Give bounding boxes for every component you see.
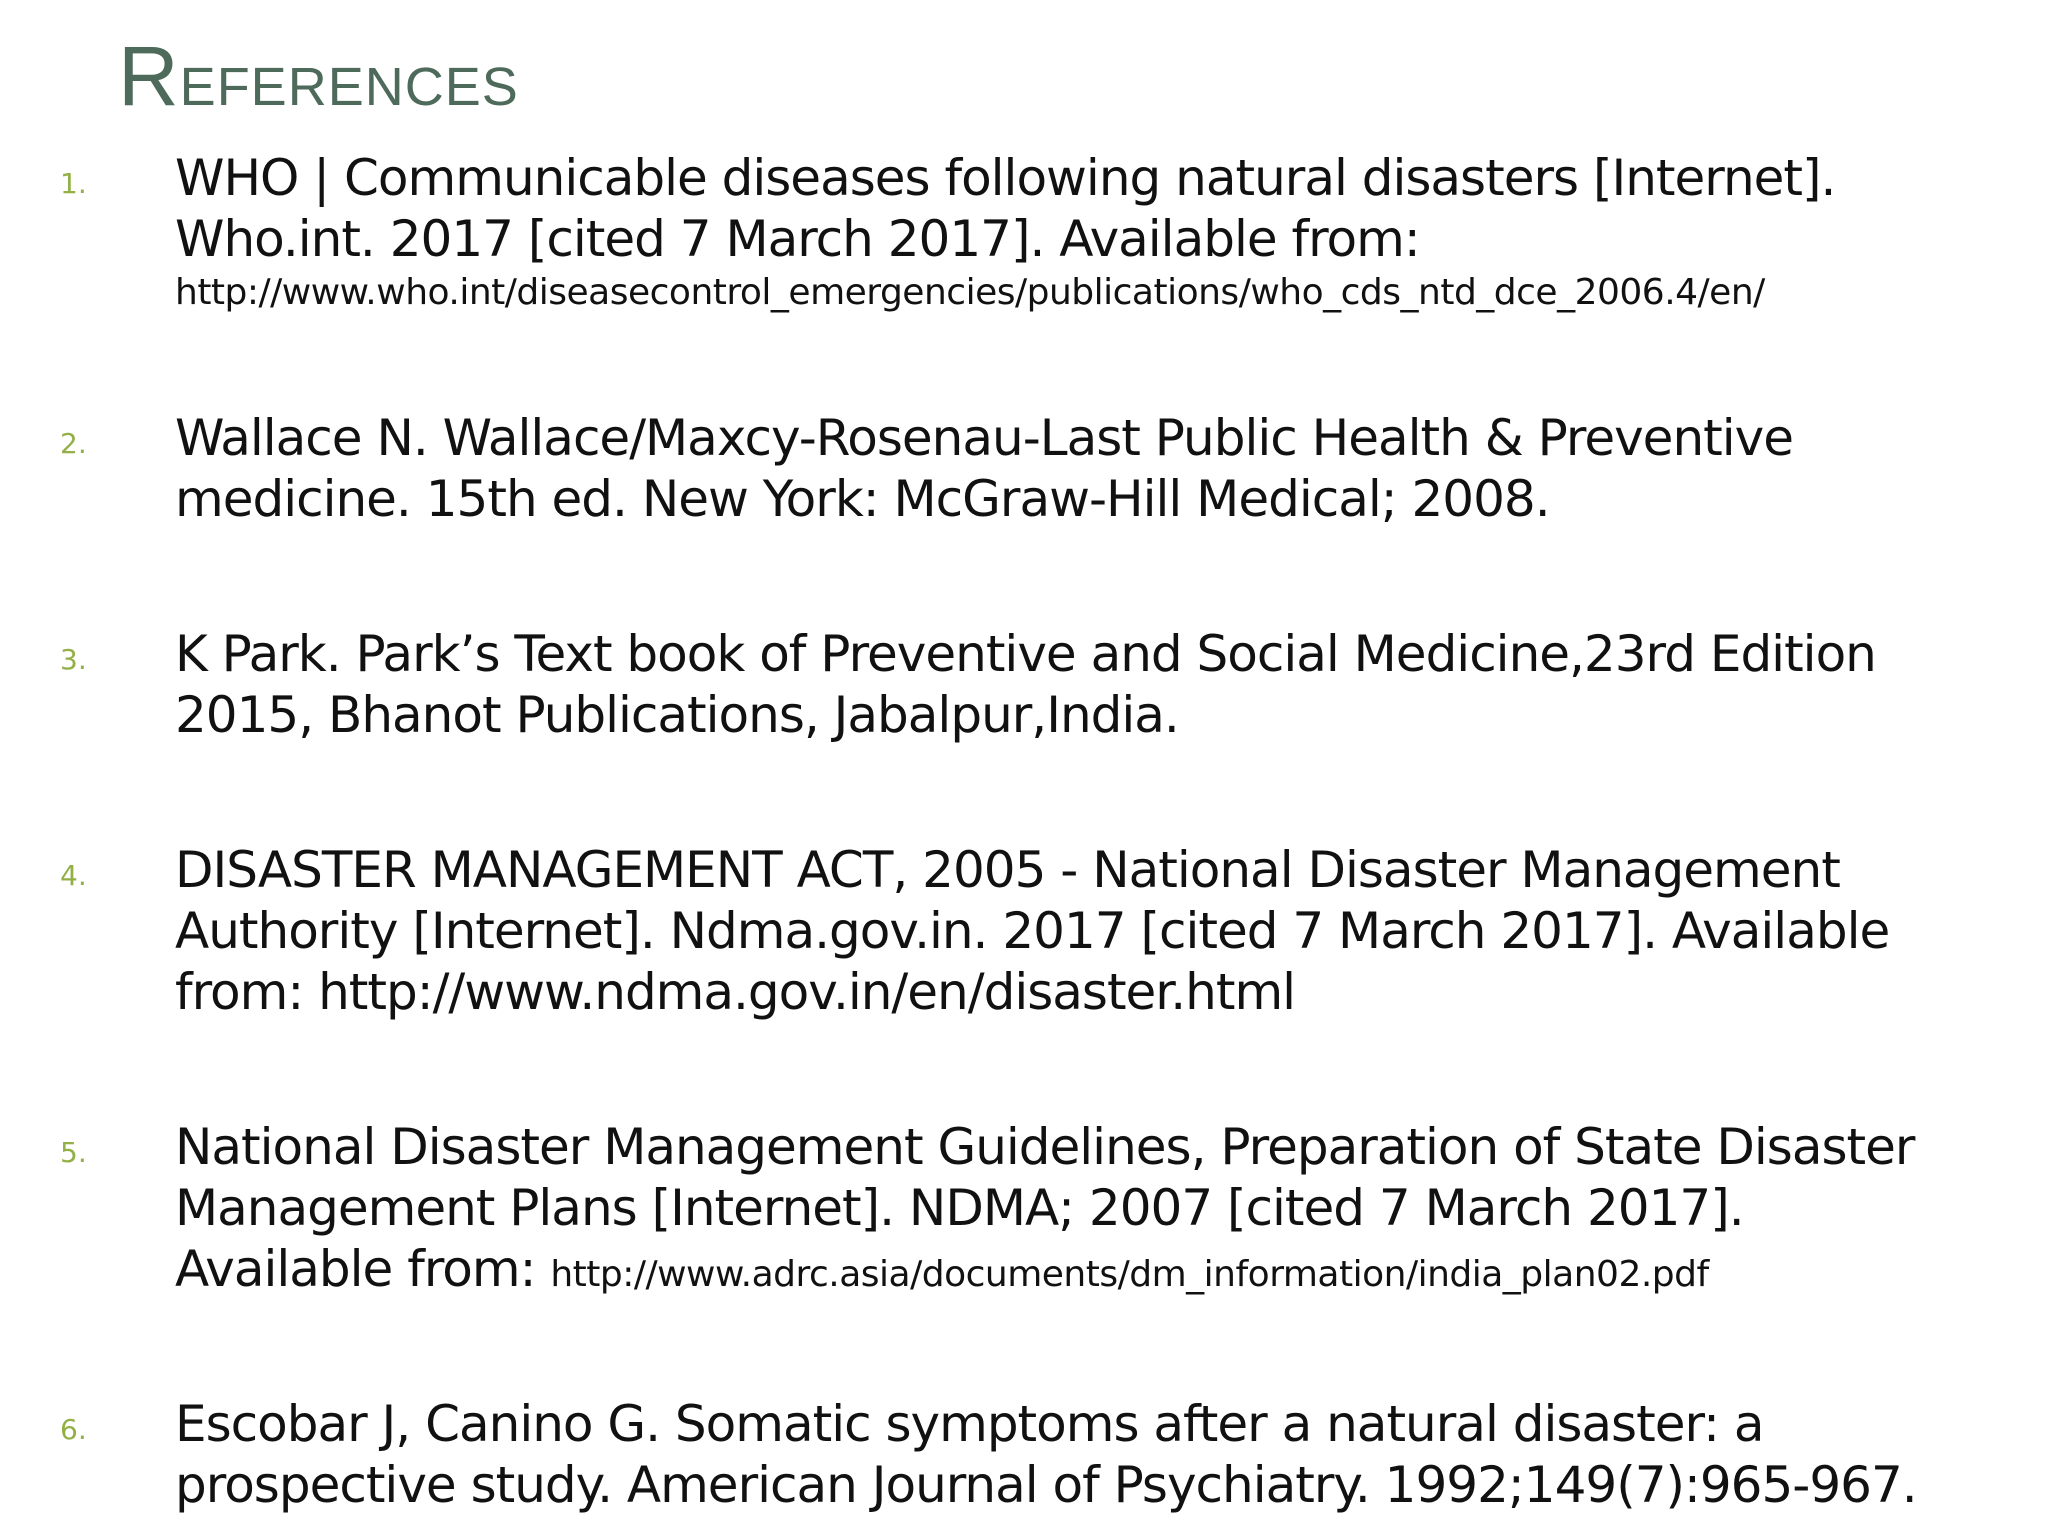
reference-line: [175, 1239, 2035, 1305]
reference-text: [175, 1394, 2035, 1516]
reference-text: [175, 624, 2035, 746]
reference-number: 3.: [60, 643, 87, 676]
reference-number: 4.: [60, 859, 87, 892]
reference-line: Escobar J, Canino G. Somatic symptoms after a natural disaster: a: [175, 1395, 1764, 1453]
reference-line: Authority [Internet]. Ndma.gov.in. 2017 [cited 7 March 2017]. Available: [175, 902, 1890, 960]
reference-line: Who.int. 2017 [cited 7 March 2017]. Available from:: [175, 210, 1420, 268]
slide-title-initial: R: [118, 29, 180, 123]
reference-line: Wallace N. Wallace/Maxcy-Rosenau-Last Public Health & Preventive: [175, 409, 1793, 467]
reference-number: 1.: [60, 167, 87, 200]
reference-text: [175, 148, 2035, 316]
slide-title: [118, 30, 519, 122]
reference-number: 5.: [60, 1136, 87, 1169]
reference-text: [175, 408, 2035, 530]
reference-line: from: http://www.ndma.gov.in/en/disaster.html: [175, 963, 1296, 1021]
reference-text: [175, 1117, 2035, 1305]
reference-url: http://www.adrc.asia/documents/dm_information/india_plan02.pdf: [550, 1254, 1709, 1295]
reference-line: DISASTER MANAGEMENT ACT, 2005 - National Disaster Management: [175, 841, 1840, 899]
reference-line: medicine. 15th ed. New York: McGraw-Hill Medical; 2008.: [175, 470, 1550, 528]
reference-line-prefix: Available from:: [175, 1240, 551, 1298]
reference-number: 6.: [60, 1413, 87, 1446]
reference-url: http://www.who.int/diseasecontrol_emergencies/publications/who_cds_ntd_dce_2006.4/en/: [175, 272, 1765, 313]
reference-line: 2015, Bhanot Publications, Jabalpur,India.: [175, 686, 1179, 744]
reference-line: prospective study. American Journal of Psychiatry. 1992;149(7):965-967.: [175, 1456, 1917, 1514]
reference-line: National Disaster Management Guidelines, Preparation of State Disaster: [175, 1118, 1915, 1176]
reference-line: WHO | Communicable diseases following natural disasters [Internet].: [175, 149, 1836, 207]
reference-line: K Park. Park’s Text book of Preventive and Social Medicine,23rd Edition: [175, 625, 1876, 683]
reference-text: [175, 840, 2035, 1023]
reference-line: Management Plans [Internet]. NDMA; 2007 [cited 7 March 2017].: [175, 1179, 1744, 1237]
reference-number: 2.: [60, 427, 87, 460]
slide-title-rest: EFERENCES: [179, 57, 519, 117]
